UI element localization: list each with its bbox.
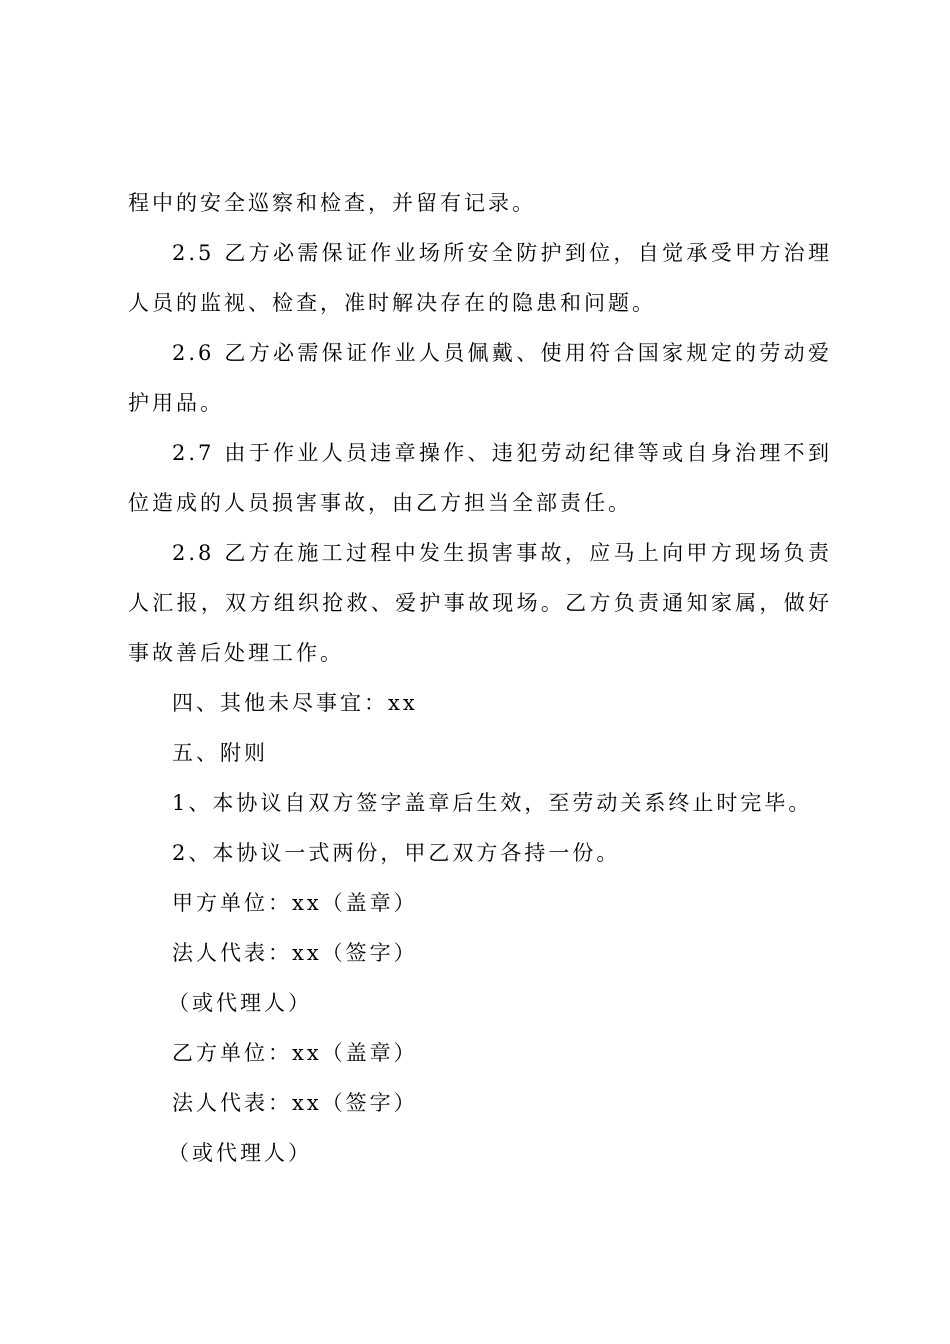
party-b-representative: 法人代表：xx（签字） <box>172 1091 418 1115</box>
party-b-unit: 乙方单位：xx（盖章） <box>172 1041 418 1065</box>
section-heading-supplementary: 五、附则 <box>172 741 268 765</box>
clause-1: 1、本协议自双方签字盖章后生效，至劳动关系终止时完毕。 <box>172 791 813 815</box>
paragraph-2-5: 2.5 乙方必需保证作业场所安全防护到位，自觉承受甲方治理人员的监视、检查，准时解决存在的隐患和问题。 <box>128 241 832 315</box>
document-body <box>128 178 832 1178</box>
party-b-agent: （或代理人） <box>168 1141 312 1165</box>
section-heading-other-matters: 四、其他未尽事宜：xx <box>172 691 418 715</box>
paragraph-2-8: 2.8 乙方在施工过程中发生损害事故，应马上向甲方现场负责人汇报，双方组织抢救、爱护事故现场。乙方负责通知家属，做好事故善后处理工作。 <box>128 541 832 665</box>
paragraph-continuation: 程中的安全巡察和检查，并留有记录。 <box>128 191 536 215</box>
clause-2: 2、本协议一式两份，甲乙双方各持一份。 <box>172 841 621 865</box>
paragraph-2-6: 2.6 乙方必需保证作业人员佩戴、使用符合国家规定的劳动爱护用品。 <box>128 341 832 415</box>
party-a-representative: 法人代表：xx（签字） <box>172 941 418 965</box>
party-a-agent: （或代理人） <box>168 991 312 1015</box>
paragraph-2-7: 2.7 由于作业人员违章操作、违犯劳动纪律等或自身治理不到位造成的人员损害事故，由乙方担当全部责任。 <box>128 441 832 515</box>
party-a-unit: 甲方单位：xx（盖章） <box>172 891 418 915</box>
